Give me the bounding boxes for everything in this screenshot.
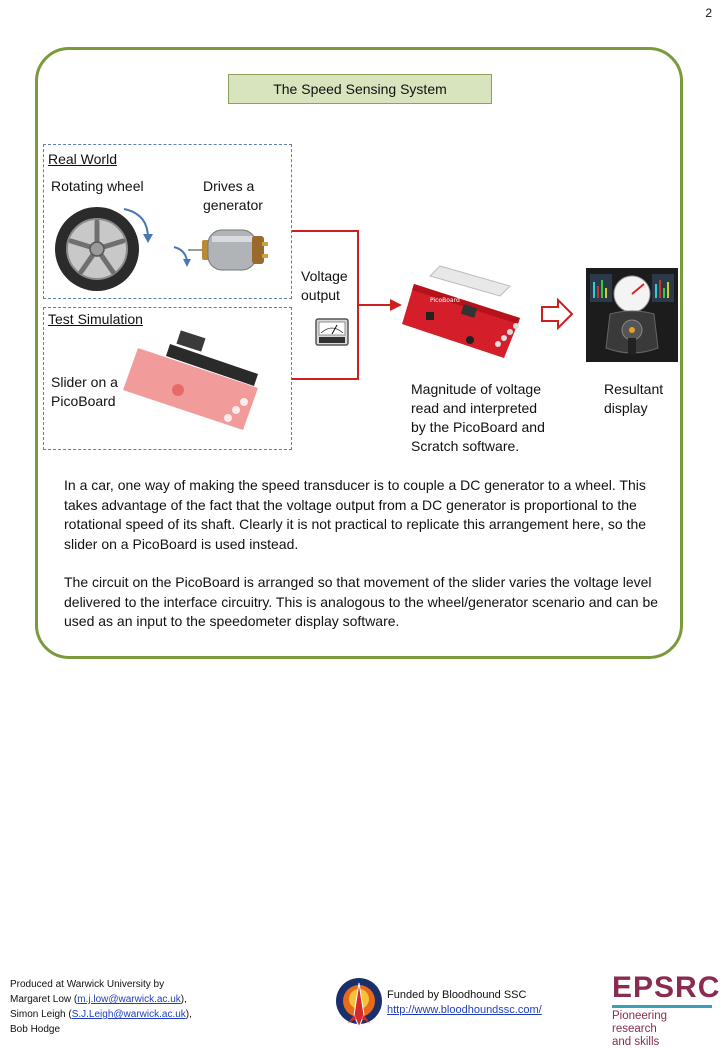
credit-simon: Simon Leigh (S.J.Leigh@warwick.ac.uk), <box>10 1009 192 1020</box>
diagram-title: The Speed Sensing System <box>228 74 492 104</box>
credit-margaret: Margaret Low (m.j.low@warwick.ac.uk), <box>10 994 187 1005</box>
generator-label-line1: Drives a <box>203 178 255 194</box>
rotation-arrow-icon <box>118 206 158 246</box>
picoboard-caption-line3: by the PicoBoard and <box>411 419 545 435</box>
bloodhound-logo <box>334 975 384 1031</box>
speedometer-display-image <box>586 268 678 362</box>
real-world-heading: Real World <box>48 151 117 167</box>
produced-line: Produced at Warwick University by <box>10 979 165 990</box>
voltmeter-icon <box>315 318 349 346</box>
paragraph-1: In a car, one way of making the speed transducer is to couple a DC generator to a wheel. This takes advantage of the fact that the voltage output from a DC generator is proportional to the rotational speed of its shaft. Clearly it is not practical to replicate this arrangement here, so the slider on a PicoBoard is used instead. <box>64 477 647 552</box>
picoboard-image <box>400 262 535 362</box>
epsrc-tagline-line2: and skills <box>612 1036 660 1048</box>
svg-text:PicoBoard: PicoBoard <box>430 297 460 304</box>
display-caption-line1: Resultant <box>604 381 664 397</box>
epsrc-tagline-line1: Pioneering research <box>612 1010 667 1035</box>
generator-image <box>188 226 272 276</box>
epsrc-logo <box>612 971 720 1049</box>
slider-label-line1: Slider on a <box>51 374 118 390</box>
slider-label-line2: PicoBoard <box>51 393 116 409</box>
bloodhound-link[interactable]: http://www.bloodhoundssc.com/ <box>387 1004 542 1016</box>
funding-info <box>387 988 542 1018</box>
funded-by-text: Funded by Bloodhound SSC <box>387 989 527 1001</box>
generator-label-line2: generator <box>203 197 263 213</box>
voltage-label-line1: Voltage <box>301 268 348 284</box>
picoboard-caption-line1: Magnitude of voltage <box>411 381 541 397</box>
picoboard-caption-line2: read and interpreted <box>411 400 538 416</box>
connector-lines <box>292 225 404 385</box>
page-number: 2 <box>705 6 712 20</box>
footer-credits <box>10 977 192 1037</box>
voltage-label-line2: output <box>301 287 340 303</box>
outline-arrow-icon <box>540 298 574 330</box>
epsrc-rule <box>612 1005 712 1008</box>
test-simulation-heading: Test Simulation <box>48 311 143 327</box>
wheel-label: Rotating wheel <box>51 178 144 194</box>
explanation-text <box>64 476 664 651</box>
email-link-simon[interactable]: S.J.Leigh@warwick.ac.uk <box>71 1009 186 1020</box>
display-caption-line2: display <box>604 400 648 416</box>
paragraph-2: The circuit on the PicoBoard is arranged so that movement of the slider varies the voltage level delivered to the interface circuitry. This is analogous to the wheel/generator scenario and can be used as an input to the speedometer display software. <box>64 574 659 629</box>
epsrc-wordmark: EPSRC <box>612 971 720 1004</box>
picoboard-caption-line4: Scratch software. <box>411 438 520 454</box>
email-link-margaret[interactable]: m.j.low@warwick.ac.uk <box>77 994 181 1005</box>
credit-bob: Bob Hodge <box>10 1024 61 1035</box>
picoboard-slider-image <box>118 330 278 435</box>
